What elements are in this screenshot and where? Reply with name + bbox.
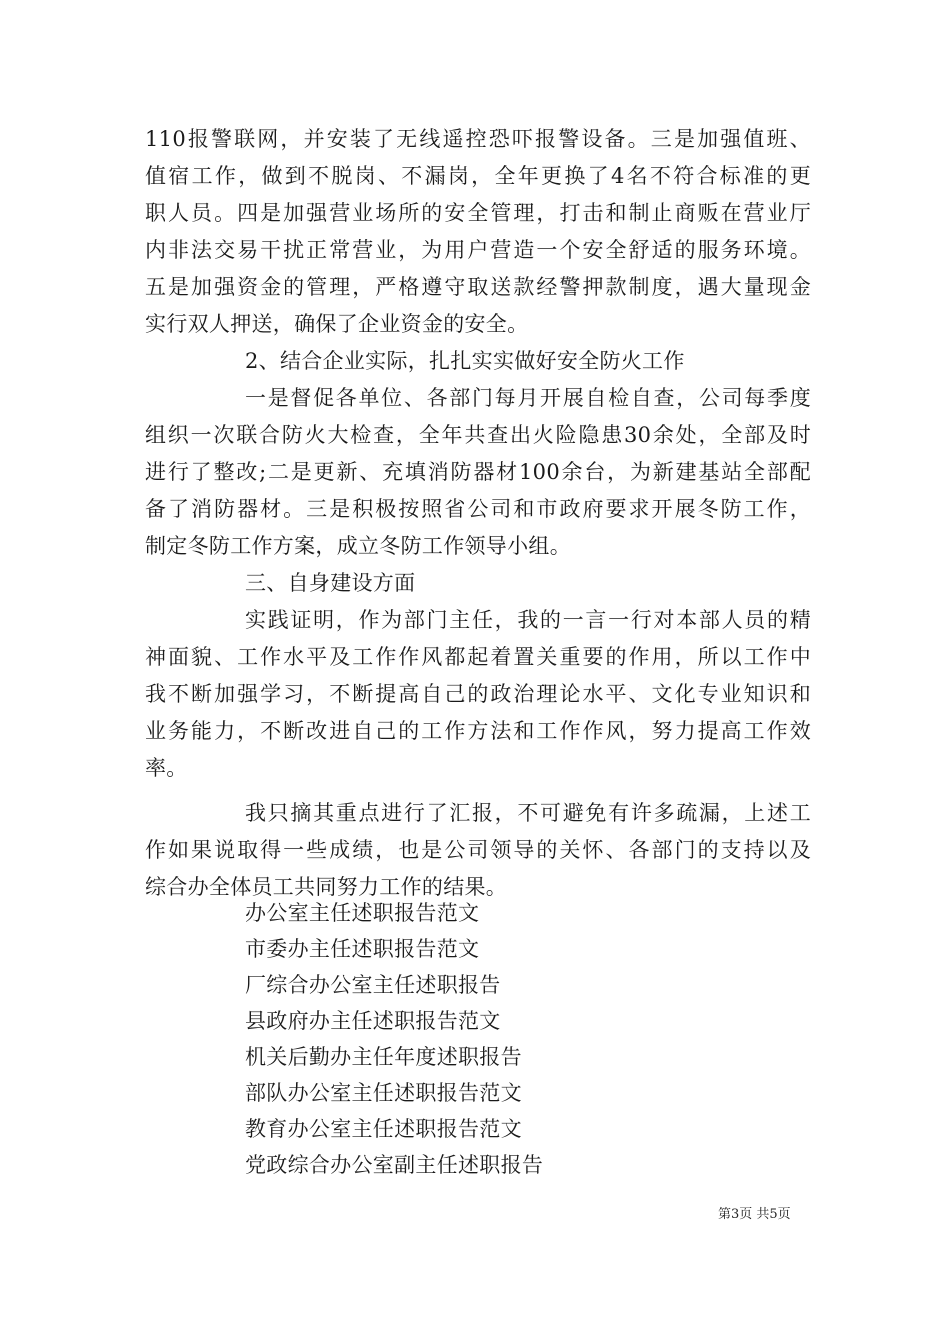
- page-number-footer: 第3页 共5页: [718, 1207, 791, 1222]
- paragraph-gap: [145, 787, 811, 795]
- paragraph-security-continuation: [145, 121, 811, 343]
- section-heading-fire-safety: 2、结合企业实际，扎扎实实做好安全防火工作: [245, 349, 685, 373]
- text-line: 110报警联网，并安装了无线遥控恐吓报警设备。三是加强值班、: [145, 127, 811, 151]
- paragraph-fire-safety: [145, 380, 811, 565]
- text-line: 率。: [145, 756, 188, 780]
- related-articles-list: [245, 895, 543, 1183]
- text-line: 值宿工作，做到不脱岗、不漏岗，全年更换了4名不符合标准的更: [145, 164, 811, 188]
- related-article-link[interactable]: 部队办公室主任述职报告范文: [245, 1081, 522, 1105]
- text-line: 组织一次联合防火大检查，全年共查出火险隐患30余处，全部及时: [145, 423, 811, 447]
- paragraph-self-building: [145, 602, 811, 787]
- text-line: 一是督促各单位、各部门每月开展自检自查，公司每季度: [245, 386, 811, 410]
- text-line: 内非法交易干扰正常营业，为用户营造一个安全舒适的服务环境。: [145, 238, 811, 262]
- section-heading-self-building: 三、自身建设方面: [245, 571, 416, 595]
- related-article-link[interactable]: 县政府办主任述职报告范文: [245, 1009, 501, 1033]
- text-line: 作如果说取得一些成绩，也是公司领导的关怀、各部门的支持以及: [145, 838, 811, 862]
- text-line: 业务能力，不断改进自己的工作方法和工作作风，努力提高工作效: [145, 719, 811, 743]
- related-article-link[interactable]: 教育办公室主任述职报告范文: [245, 1117, 522, 1141]
- text-line: 备了消防器材。三是积极按照省公司和市政府要求开展冬防工作，: [145, 497, 811, 521]
- text-line: 职人员。四是加强营业场所的安全管理，打击和制止商贩在营业厅: [145, 201, 811, 225]
- text-line: 五是加强资金的管理，严格遵守取送款经警押款制度，遇大量现金: [145, 275, 811, 299]
- paragraph-conclusion: [145, 795, 811, 906]
- document-body: [145, 121, 811, 906]
- related-article-link[interactable]: 办公室主任述职报告范文: [245, 901, 480, 925]
- related-article-link[interactable]: 厂综合办公室主任述职报告: [245, 973, 501, 997]
- related-article-link[interactable]: 市委办主任述职报告范文: [245, 937, 480, 961]
- text-line: 综合办全体员工共同努力工作的结果。: [145, 875, 508, 899]
- text-line: 制定冬防工作方案，成立冬防工作领导小组。: [145, 534, 571, 558]
- related-article-link[interactable]: 党政综合办公室副主任述职报告: [245, 1153, 544, 1177]
- text-line: 我只摘其重点进行了汇报，不可避免有许多疏漏，上述工: [245, 801, 811, 825]
- text-line: 进行了整改;二是更新、充填消防器材100余台，为新建基站全部配: [145, 460, 811, 484]
- text-line: 实践证明，作为部门主任，我的一言一行对本部人员的精: [245, 608, 811, 632]
- text-line: 神面貌、工作水平及工作作风都起着置关重要的作用，所以工作中: [145, 645, 811, 669]
- text-line: 我不断加强学习，不断提高自己的政治理论水平、文化专业知识和: [145, 682, 811, 706]
- text-line: 实行双人押送，确保了企业资金的安全。: [145, 312, 529, 336]
- related-article-link[interactable]: 机关后勤办主任年度述职报告: [245, 1045, 522, 1069]
